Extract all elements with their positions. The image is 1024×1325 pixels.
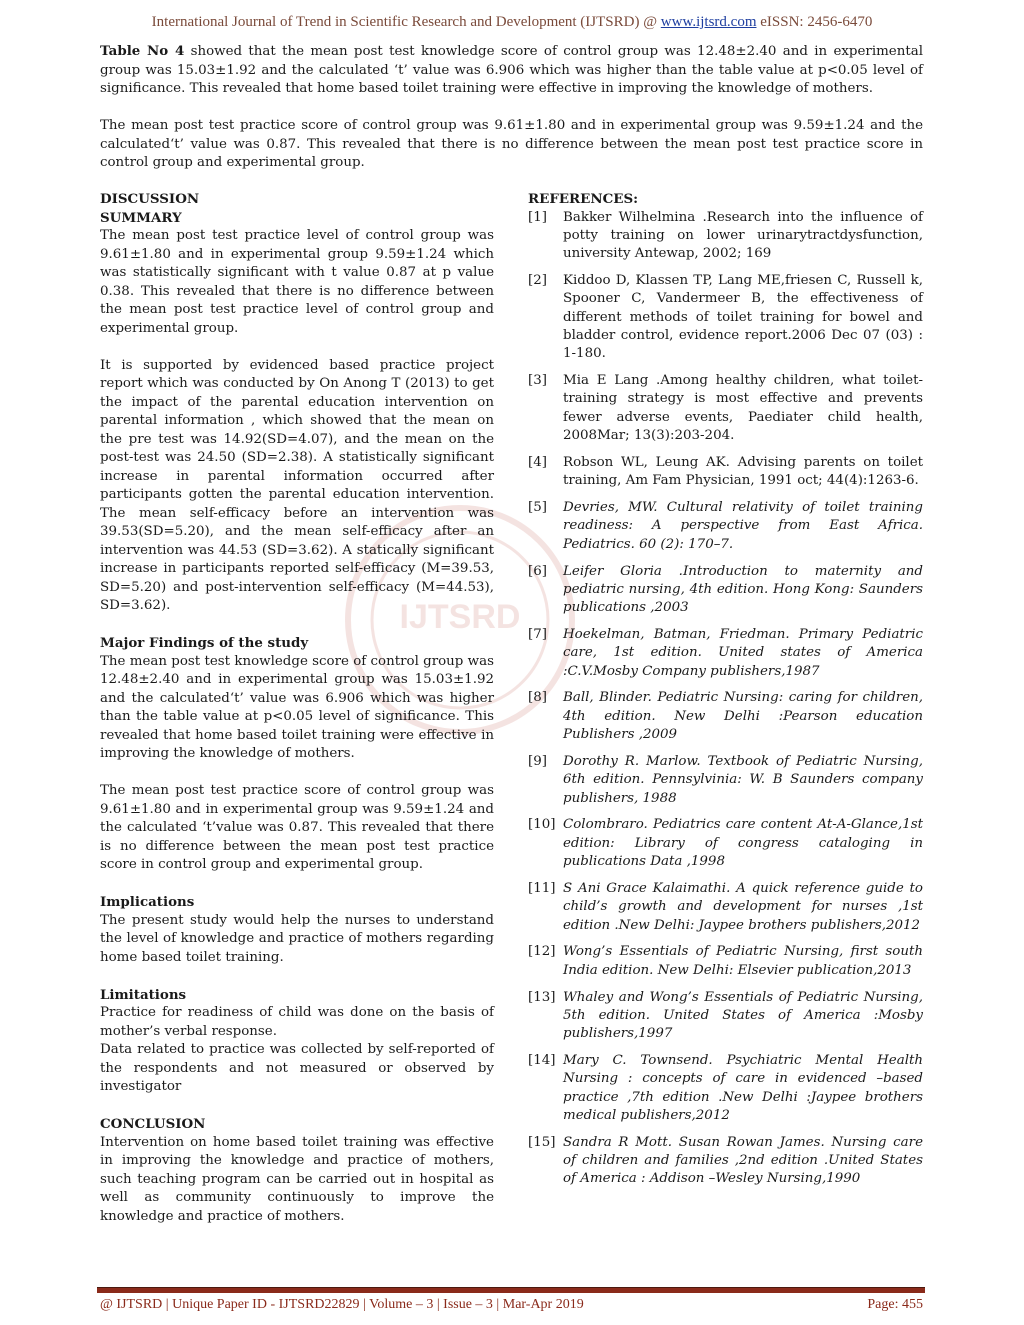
page-number: Page: 455 bbox=[867, 1297, 923, 1312]
right-column bbox=[528, 190, 923, 1197]
journal-issn: eISSN: 2456-6470 bbox=[756, 14, 873, 30]
summary-paragraph-1: The mean post test practice level of control group was 9.61±1.80 and in experimental group 9.59±1.24 which was statistically significant with t value 0.87 at p value 0.38. This revealed that there is no difference between the mean post test practice level of control group and experimental group. bbox=[100, 228, 494, 336]
references-heading: REFERENCES: bbox=[528, 191, 639, 207]
reference-text: Mary C. Townsend. Psychiatric Mental Health Nursing : concepts of care in evidenced –based practice ,7th edition .New Delhi :Jaypee brothers medical publishers,2012 bbox=[563, 1053, 923, 1123]
reference-item bbox=[528, 989, 923, 1044]
implications-paragraph: The present study would help the nurses to understand the level of knowledge and practice of mothers regarding home based toilet training. bbox=[100, 912, 494, 965]
findings-paragraph-2: The mean post test practice score of control group was 9.61±1.80 and in experimental group was 9.59±1.24 and the calculated ‘t’value was 0.87. This revealed that there is no difference between the mean post test practice score in control group and experimental group. bbox=[100, 783, 494, 872]
findings-heading: Major Findings of the study bbox=[100, 635, 309, 651]
limitations-paragraph-2: Data related to practice was collected by self-reported of the respondents and not measured or observed by investigator bbox=[100, 1042, 494, 1094]
reference-item bbox=[528, 563, 923, 618]
reference-item bbox=[528, 943, 923, 980]
footer-rule bbox=[97, 1287, 925, 1293]
reference-list bbox=[528, 209, 923, 1189]
reference-item bbox=[528, 372, 923, 445]
page-footer bbox=[100, 1297, 923, 1313]
summary-heading: SUMMARY bbox=[100, 209, 182, 226]
reference-text: Sandra R Mott. Susan Rowan James. Nursing care of children and families ,2nd edition .United States of America : Addison –Wesley Nursing,1990 bbox=[563, 1134, 923, 1187]
reference-number: [10] bbox=[528, 817, 556, 833]
reference-number: [3] bbox=[528, 373, 547, 389]
reference-text: Kiddoo D, Klassen TP, Lang ME,friesen C, Russell k, Spooner C, Vandermeer B, the effectiveness of different methods of toilet training for bowel and bladder control, evidence report.2006 Dec 07 (03) : 1-180. bbox=[563, 272, 923, 362]
summary-paragraph-2: It is supported by evidenced based practice project report which was conducted by On Anong T (2013) to get the impact of the parental education intervention on parental information , which showed that the mean on the pre test was 14.92(SD=4.07), and the mean on the post-test was 24.50 (SD=2.38). A statistically significant increase in parental information occurred after participants gotten the parental education intervention. The mean self-efficacy before an intervention was 39.53(SD=5.20), and the mean self-efficacy after an intervention was 44.53 (SD=3.62). A statically significant increase in participants reported self-efficacy (M=39.53, SD=5.20) and post-intervention self-efficacy (M=44.53), SD=3.62). bbox=[100, 357, 494, 613]
reference-number: [15] bbox=[528, 1134, 556, 1150]
reference-item bbox=[528, 499, 923, 554]
reference-item bbox=[528, 689, 923, 744]
journal-title: International Journal of Trend in Scientific Research and Development (IJTSRD) @ bbox=[151, 14, 661, 30]
reference-number: [4] bbox=[528, 454, 547, 470]
reference-item bbox=[528, 209, 923, 264]
reference-text: Wong’s Essentials of Pediatric Nursing, first south India edition. New Delhi: Elsevier publication,2013 bbox=[563, 944, 923, 978]
reference-number: [9] bbox=[528, 753, 547, 769]
reference-text: Bakker Wilhelmina .Research into the influence of potty training on lower urinarytractdysfunction, university Antewap, 2002; 169 bbox=[563, 209, 923, 262]
reference-number: [7] bbox=[528, 627, 547, 642]
reference-text: Ball, Blinder. Pediatric Nursing: caring for children, 4th edition. New Delhi :Pearson education Publishers ,2009 bbox=[563, 690, 923, 743]
journal-header bbox=[0, 14, 1024, 31]
reference-number: [5] bbox=[528, 500, 547, 516]
implications-heading: Implications bbox=[100, 894, 195, 910]
reference-text: Mia E Lang .Among healthy children, what toilet-training strategy is most effective and prevents fewer adverse events, Paediater child health, 2008Mar; 13(3):203-204. bbox=[563, 373, 923, 443]
reference-number: [11] bbox=[528, 880, 556, 896]
reference-item bbox=[528, 880, 923, 935]
reference-item bbox=[528, 454, 923, 491]
journal-link[interactable]: www.ijtsrd.com bbox=[660, 14, 757, 30]
reference-number: [1] bbox=[528, 209, 547, 225]
reference-item bbox=[528, 816, 923, 871]
table-reference: Table No 4 bbox=[100, 43, 185, 59]
reference-text: Robson WL, Leung AK. Advising parents on toilet training, Am Fam Physician, 1991 oct; 44(4):1263-6. bbox=[563, 454, 923, 489]
reference-text: Dorothy R. Marlow. Textbook of Pediatric Nursing, 6th edition. Pennsylvinia: W. B Saunders company publishers, 1988 bbox=[563, 753, 923, 806]
reference-number: [13] bbox=[528, 989, 556, 1005]
limitations-paragraph-1: Practice for readiness of child was done on the basis of mother’s verbal response. bbox=[100, 1005, 494, 1039]
conclusion-heading: CONCLUSION bbox=[100, 1116, 206, 1132]
reference-text: Whaley and Wong’s Essentials of Pediatric Nursing, 5th edition. United States of America :Mosby publishers,1997 bbox=[563, 989, 923, 1042]
reference-item bbox=[528, 272, 923, 363]
reference-item bbox=[528, 626, 923, 681]
intro-paragraph-2: The mean post test practice score of control group was 9.61±1.80 and in experimental group was 9.59±1.24 and the calculated‘t’ value was 0.87. This revealed that there is no difference between the mean post test practice score in control group and experimental group. bbox=[100, 118, 923, 170]
reference-text: Devries, MW. Cultural relativity of toilet training readiness: A perspective from East Africa. Pediatrics. 60 (2): 170–7. bbox=[563, 500, 923, 552]
intro-section bbox=[100, 42, 923, 173]
reference-text: Hoekelman, Batman, Friedman. Primary Pediatric care, 1st edition. United states of America :C.V.Mosby Company publishers,1987 bbox=[563, 627, 923, 679]
watermark-center-text: IJTSRD bbox=[399, 598, 521, 636]
findings-paragraph-1: The mean post test knowledge score of control group was 12.48±2.40 and in experimental group was 15.03±1.92 and the calculated‘t’ value was 6.906 which was higher than the table value at p<0.05 level of significance. This revealed that home based toilet training were effective in improving the knowledge of mothers. bbox=[100, 653, 494, 761]
reference-number: [2] bbox=[528, 272, 547, 288]
reference-item bbox=[528, 1134, 923, 1189]
intro-paragraph-1 bbox=[100, 42, 923, 99]
reference-number: [8] bbox=[528, 690, 547, 706]
reference-text: Colombraro. Pediatrics care content At-A-Glance,1st edition: Library of congress cataloging in publications Data ,1998 bbox=[563, 817, 923, 870]
reference-item bbox=[528, 1052, 923, 1125]
reference-number: [12] bbox=[528, 944, 556, 960]
reference-number: [6] bbox=[528, 563, 547, 579]
intro-paragraph-1-text: showed that the mean post test knowledge score of control group was 12.48±2.40 and in experimental group was 15.03±1.92 and the calculated ‘t’ value was 6.906 which was higher than the table value at p<0.05 level of significance. This revealed that home based toilet training were effective in improving the knowledge of mothers. bbox=[100, 44, 923, 96]
reference-number: [14] bbox=[528, 1053, 556, 1069]
footer-paper-info: @ IJTSRD | Unique Paper ID - IJTSRD22829 | Volume – 3 | Issue – 3 | Mar-Apr 2019 bbox=[100, 1297, 584, 1312]
limitations-heading: Limitations bbox=[100, 986, 187, 1003]
reference-item bbox=[528, 753, 923, 808]
reference-text: Leifer Gloria .Introduction to maternity and pediatric nursing, 4th edition. Hong Kong: Saunders publications ,2003 bbox=[563, 563, 923, 616]
conclusion-paragraph: Intervention on home based toilet training was effective in improving the knowledge and practice of mothers, such teaching program can be carried out in hospital as well as community continuously to improve the knowledge and practice of mothers. bbox=[100, 1134, 494, 1224]
discussion-heading: DISCUSSION bbox=[100, 191, 200, 207]
reference-text: S Ani Grace Kalaimathi. A quick reference guide to child’s growth and development for nurses ,1st edition .New Delhi: Jaypee brothers publishers,2012 bbox=[563, 880, 923, 933]
left-column bbox=[100, 190, 494, 1226]
